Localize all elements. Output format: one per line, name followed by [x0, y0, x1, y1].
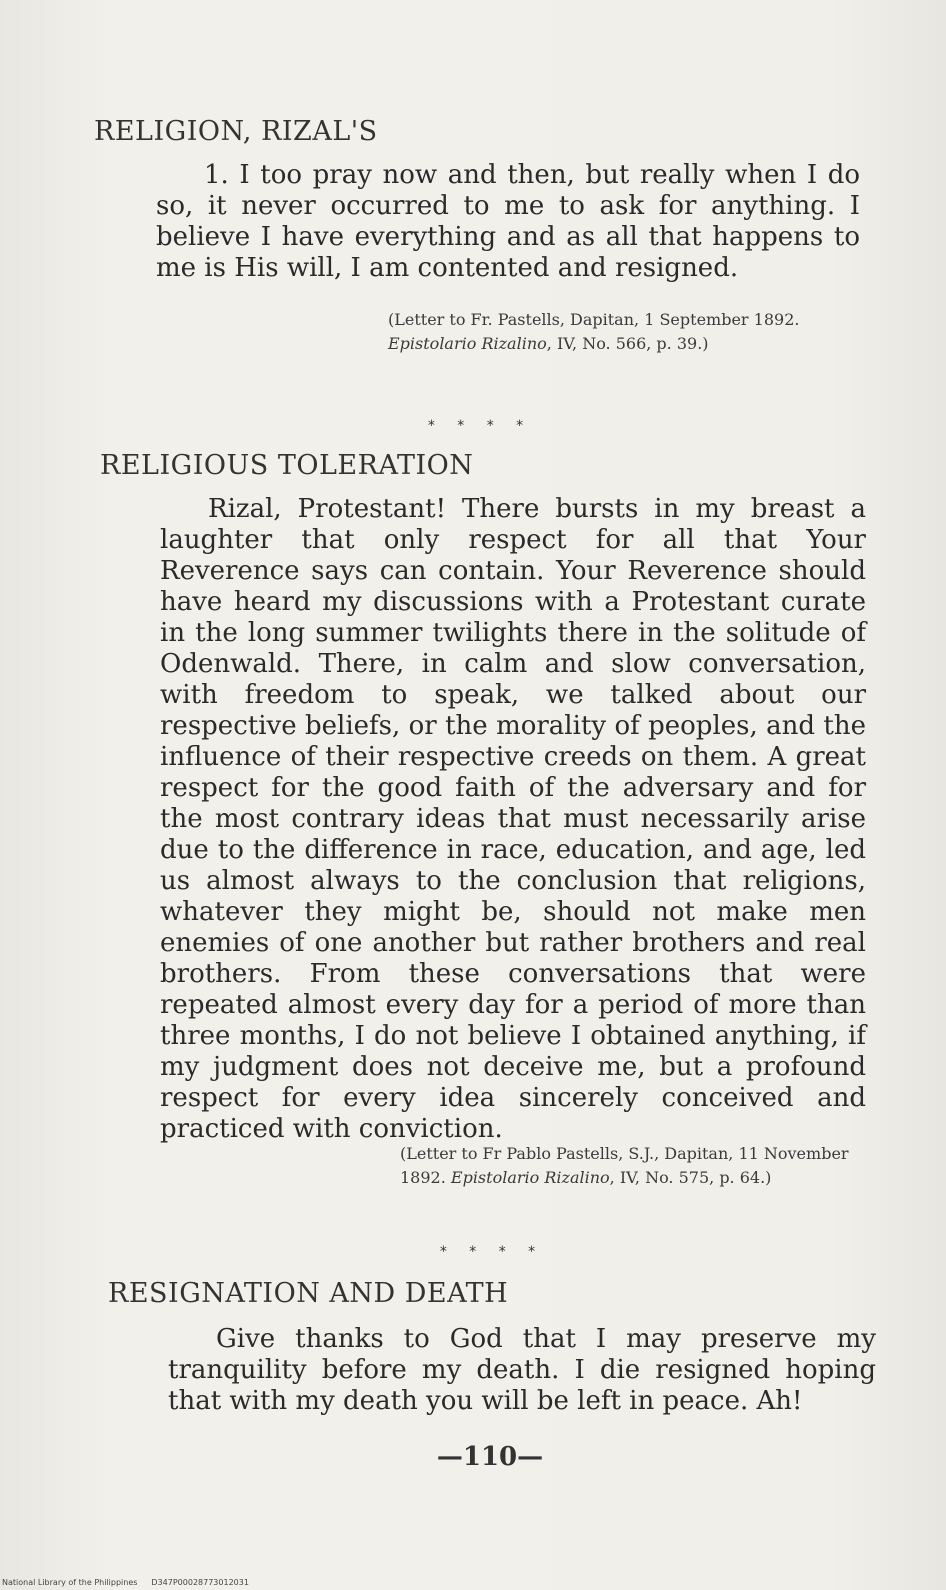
page-number: —110— [436, 1442, 544, 1472]
section-paragraph: 1. I too pray now and then, but really when I do so, it never occurred to me to ask for anything. I believe I have everything and as all that happens to me is His will, I am contented and resigned. [156, 160, 860, 283]
citation-suffix: , IV, No. 566, p. 39.) [546, 334, 709, 353]
section-heading: RELIGION, RIZAL'S [94, 116, 378, 147]
scan-footer [2, 1578, 263, 1587]
footer-code: D347P00028773012031 [151, 1578, 249, 1587]
section-paragraph: Give thanks to God that I may preserve my tranquility before my death. I die resigned hoping that with my death you will be left in peace. Ah! [168, 1324, 876, 1416]
section-heading: RESIGNATION AND DEATH [108, 1278, 509, 1309]
citation [388, 308, 860, 356]
section-separator: * * * * [427, 418, 533, 434]
citation-source-title: Epistolario Rizalino [450, 1168, 610, 1187]
footer-library: National Library of the Philippines [2, 1578, 138, 1587]
citation-text: (Letter to Fr. Pastells, Dapitan, 1 September 1892. [388, 310, 800, 329]
citation [400, 1142, 868, 1190]
section-paragraph: Rizal, Protestant! There bursts in my breast a laughter that only respect for all that Your Reverence says can contain. Your Reverence should have heard my discussions with a Protestant curate in the long summer twilights there in the solitude of Odenwald. There, in calm and slow conversation, with freedom to speak, we talked about our respective beliefs, or the morality of peoples, and the influence of their respective creeds on them. A great respect for the good faith of the adversary and for the most contrary ideas that must necessarily arise due to the difference in race, education, and age, led us almost always to the conclusion that religions, whatever they might be, should not make men enemies of one another but rather brothers and real brothers. From these conversations that were repeated almost every day for a period of more than three months, I do not believe I obtained anything, if my judgment does not deceive me, but a profound respect for every idea sincerely conceived and practiced with conviction. [160, 494, 866, 1144]
citation-source-title: Epistolario Rizalino [388, 334, 547, 353]
section-separator: * * * * [439, 1244, 545, 1260]
citation-text: (Letter to Fr Pablo Pastells, S.J., Dapitan, 11 November 1892. [400, 1144, 849, 1187]
section-religion-rizals [94, 116, 860, 147]
section-heading: RELIGIOUS TOLERATION [100, 450, 474, 481]
citation-suffix: , IV, No. 575, p. 64.) [609, 1168, 772, 1187]
